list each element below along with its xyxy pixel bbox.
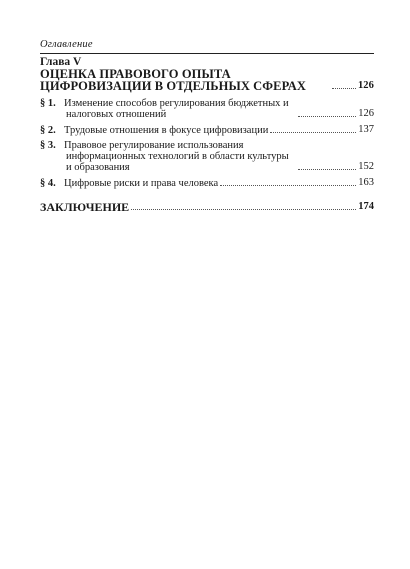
toc-entry-section-4[interactable]	[40, 177, 374, 189]
section-number: § 4.	[40, 178, 56, 189]
header-rule	[40, 53, 374, 54]
leader-dots	[298, 115, 356, 117]
leader-dots	[298, 168, 356, 170]
page-number: 163	[358, 177, 374, 188]
toc-entry-section-1[interactable]	[40, 98, 374, 120]
section-title: Цифровые риски и права человека	[64, 178, 219, 189]
toc-entry-section-3[interactable]	[40, 140, 374, 173]
page-number: 126	[357, 80, 374, 91]
page-number: 174	[358, 201, 374, 212]
leader-dots	[332, 87, 356, 89]
section-title: Трудовые отношения в фокусе цифровизации	[64, 125, 269, 136]
toc-entry-conclusion[interactable]	[40, 201, 374, 213]
book-page	[40, 0, 374, 569]
leader-dots	[131, 208, 356, 210]
running-head: Оглавление	[40, 39, 93, 50]
toc-entry-section-2[interactable]	[40, 124, 374, 136]
chapter-title: ОЦЕНКА ПРАВОВОГО ОПЫТА ЦИФРОВИЗАЦИИ В ОТДЕЛЬНЫХ СФЕРАХ	[40, 67, 306, 93]
section-number: § 3.	[40, 140, 56, 151]
section-title: Правовое регулирование использования информационных технологий в области культуры и образования	[64, 140, 289, 173]
page-number: 152	[358, 161, 374, 172]
toc-entry-chapter[interactable]	[40, 68, 374, 92]
conclusion-title: ЗАКЛЮЧЕНИЕ	[40, 200, 130, 214]
leader-dots	[270, 131, 356, 133]
page-number: 137	[358, 124, 374, 135]
section-number: § 2.	[40, 125, 56, 136]
section-number: § 1.	[40, 98, 56, 109]
section-title: Изменение способов регулирования бюджетных и налоговых отношений	[64, 98, 289, 120]
table-of-contents	[40, 56, 374, 213]
page-number: 126	[358, 108, 374, 119]
leader-dots	[220, 184, 356, 186]
chapter-label: Глава V	[40, 56, 82, 68]
